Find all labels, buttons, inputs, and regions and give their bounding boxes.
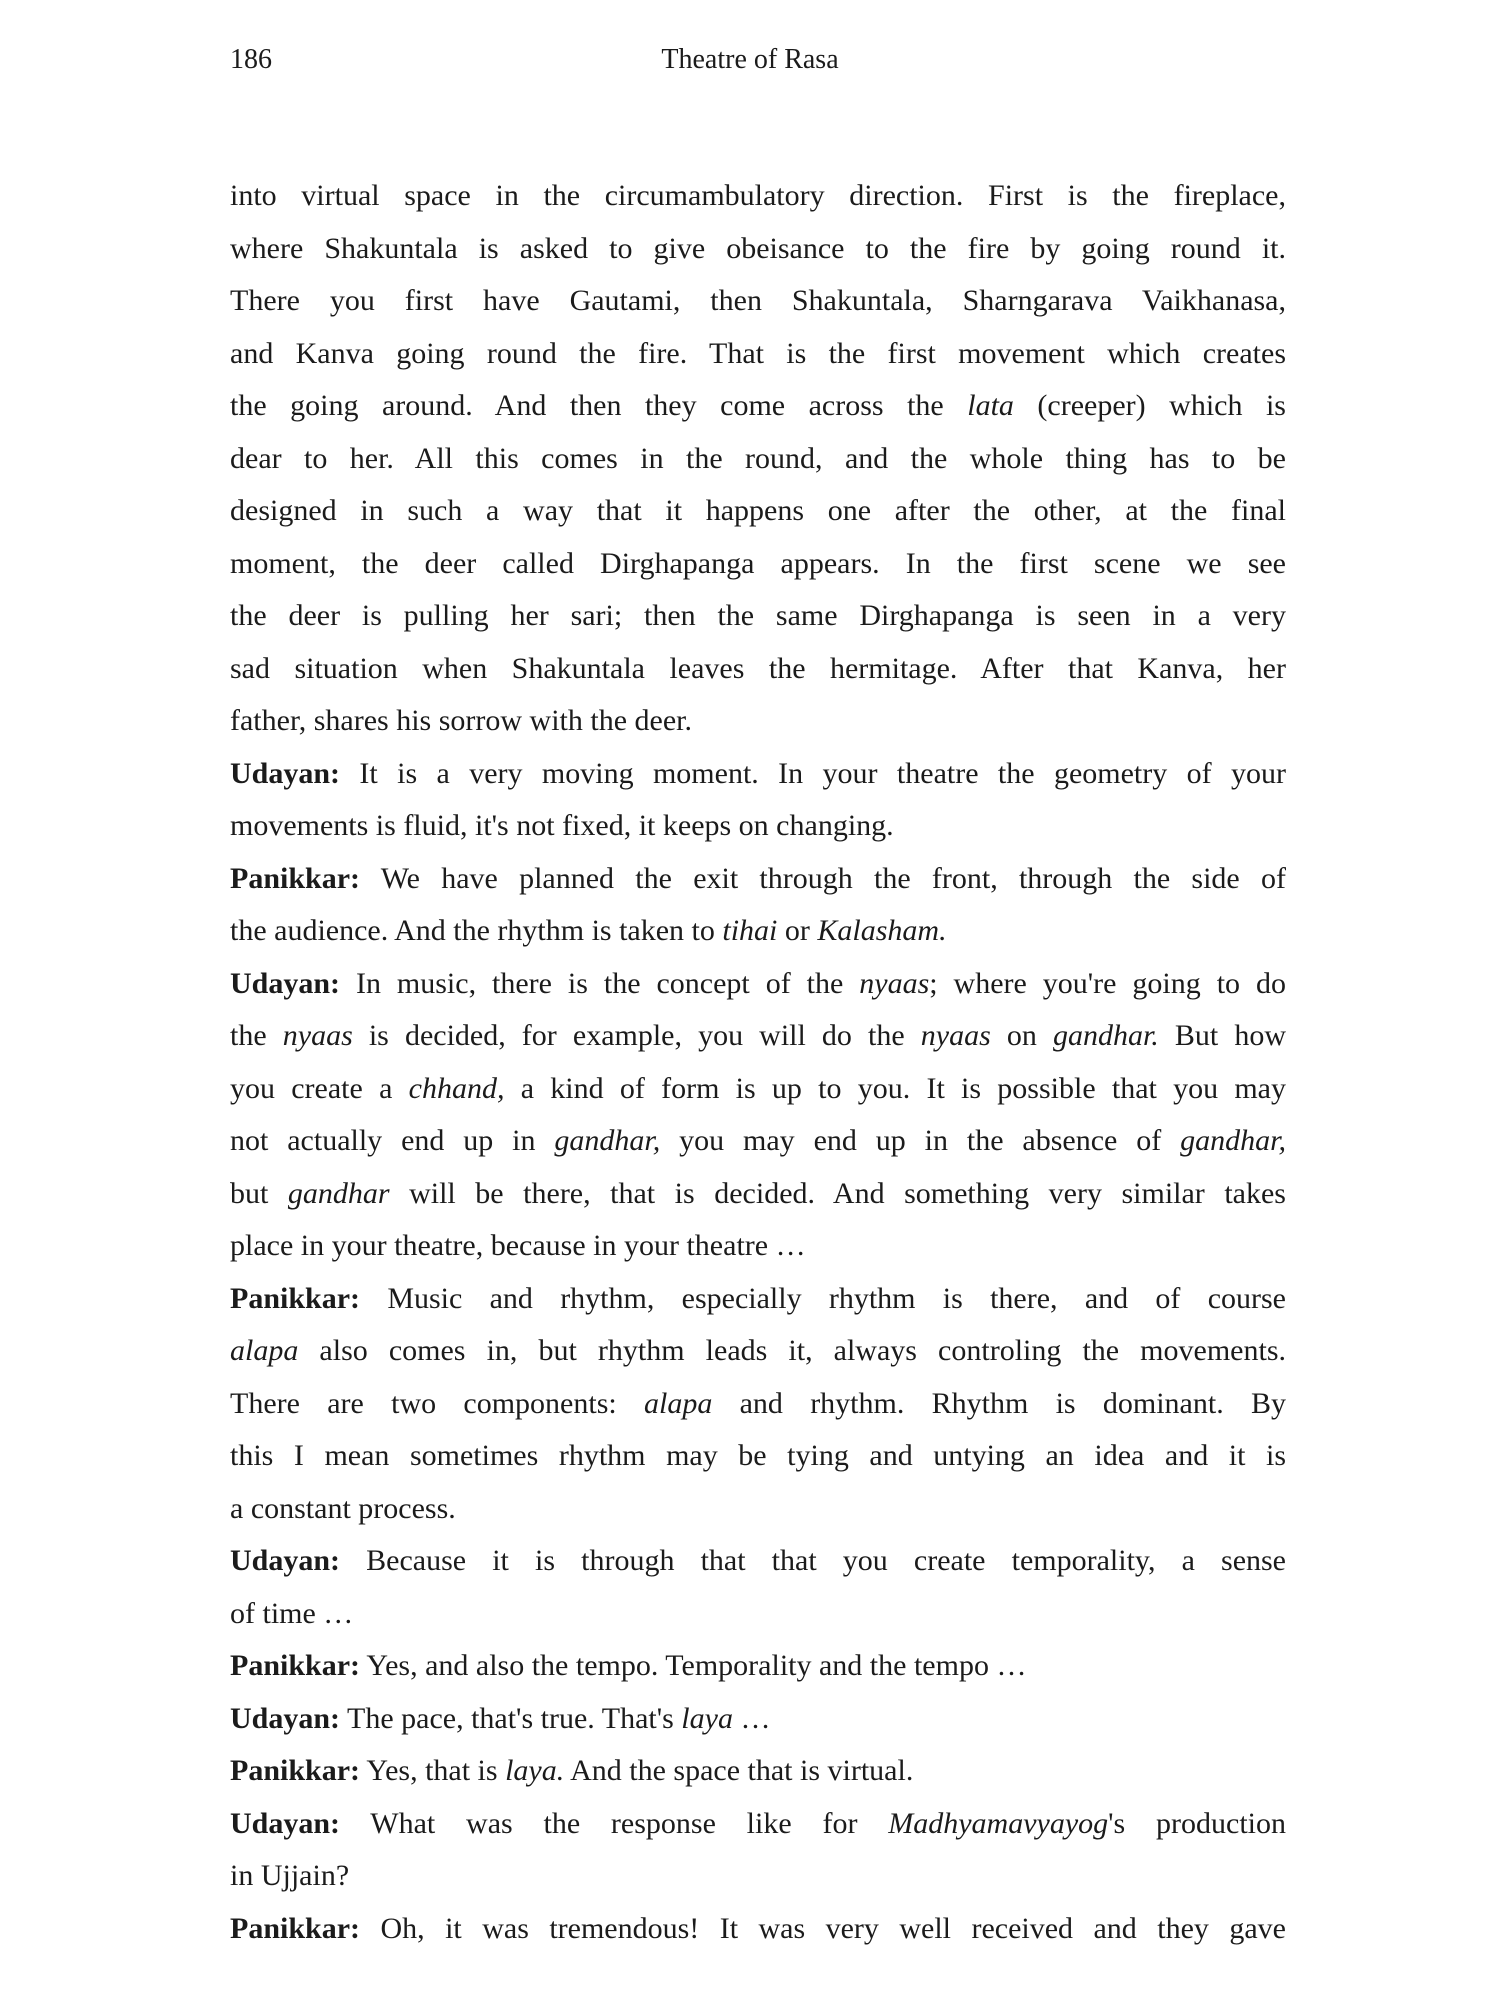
text-line: Udayan: In music, there is the concept of the nyaas; where you're going to do bbox=[230, 966, 1286, 1000]
text-line: not actually end up in gandhar, you may end up in the absence of gandhar, bbox=[230, 1124, 1286, 1157]
text-line: Udayan: The pace, that's true. That's laya … bbox=[230, 1701, 771, 1735]
text-line: this I mean sometimes rhythm may be tying and untying an idea and it is bbox=[230, 1439, 1286, 1472]
text-line: where Shakuntala is asked to give obeisance to the fire by going round it. bbox=[230, 231, 1286, 265]
text-line: the deer is pulling her sari; then the same Dirghapanga is seen in a very bbox=[230, 599, 1286, 632]
text-line: Panikkar: Oh, it was tremendous! It was very well received and they gave bbox=[230, 1911, 1286, 1945]
speaker-label: Panikkar: bbox=[230, 861, 361, 895]
text-line: father, shares his sorrow with the deer. bbox=[230, 704, 692, 737]
speaker-label: Udayan: bbox=[230, 1701, 341, 1735]
text-line: designed in such a way that it happens one after the other, at the final bbox=[230, 494, 1286, 527]
speaker-label: Udayan: bbox=[230, 966, 341, 1000]
text-line: moment, the deer called Dirghapanga appears. In the first scene we see bbox=[230, 546, 1286, 580]
text-line: Panikkar: Yes, that is laya. And the space that is virtual. bbox=[230, 1754, 914, 1787]
speaker-label: Panikkar: bbox=[230, 1281, 361, 1315]
text-line: Udayan: It is a very moving moment. In your theatre the geometry of your bbox=[230, 756, 1286, 790]
speaker-label: Udayan: bbox=[230, 756, 341, 790]
text-line: a constant process. bbox=[230, 1491, 456, 1525]
text-line: movements is fluid, it's not fixed, it keeps on changing. bbox=[230, 809, 894, 842]
speaker-label: Panikkar: bbox=[230, 1911, 361, 1945]
text-line: dear to her. All this comes in the round, and the whole thing has to be bbox=[230, 441, 1286, 475]
text-line: the going around. And then they come across the lata (creeper) which is bbox=[230, 389, 1286, 422]
text-line: the audience. And the rhythm is taken to tihai or Kalasham. bbox=[230, 914, 947, 947]
text-line: There you first have Gautami, then Shakuntala, Sharngarava Vaikhanasa, bbox=[230, 284, 1286, 317]
text-line: and Kanva going round the fire. That is the first movement which creates bbox=[230, 336, 1286, 370]
running-head bbox=[0, 40, 1500, 80]
text-line: sad situation when Shakuntala leaves the hermitage. After that Kanva, her bbox=[230, 651, 1286, 685]
text-line: alapa also comes in, but rhythm leads it, always controling the movements. bbox=[230, 1334, 1286, 1367]
text-line: in Ujjain? bbox=[230, 1859, 350, 1892]
text-line: you create a chhand, a kind of form is up to you. It is possible that you may bbox=[230, 1071, 1286, 1105]
page-number: 186 bbox=[230, 44, 272, 75]
text-line: of time … bbox=[230, 1596, 354, 1630]
text-line: place in your theatre, because in your theatre … bbox=[230, 1229, 806, 1262]
text-line: into virtual space in the circumambulatory direction. First is the fireplace, bbox=[230, 179, 1286, 212]
text-line: There are two components: alapa and rhythm. Rhythm is dominant. By bbox=[230, 1386, 1286, 1420]
speaker-label: Udayan: bbox=[230, 1806, 341, 1840]
text-line: but gandhar will be there, that is decided. And something very similar takes bbox=[230, 1176, 1286, 1210]
running-title: Theatre of Rasa bbox=[661, 44, 839, 75]
text-line: Panikkar: We have planned the exit through the front, through the side of bbox=[230, 861, 1286, 895]
text-line: Panikkar: Music and rhythm, especially rhythm is there, and of course bbox=[230, 1281, 1286, 1315]
body-text bbox=[230, 170, 1286, 1955]
text-line: Panikkar: Yes, and also the tempo. Temporality and the tempo … bbox=[230, 1649, 1027, 1682]
text-line: Udayan: What was the response like for Madhyamavyayog's production bbox=[230, 1806, 1287, 1840]
speaker-label: Panikkar: bbox=[230, 1754, 361, 1787]
speaker-label: Udayan: bbox=[230, 1544, 341, 1577]
speaker-label: Panikkar: bbox=[230, 1649, 361, 1682]
text-line: Udayan: Because it is through that that you create temporality, a sense bbox=[230, 1544, 1286, 1577]
text-line: the nyaas is decided, for example, you will do the nyaas on gandhar. But how bbox=[230, 1019, 1287, 1052]
